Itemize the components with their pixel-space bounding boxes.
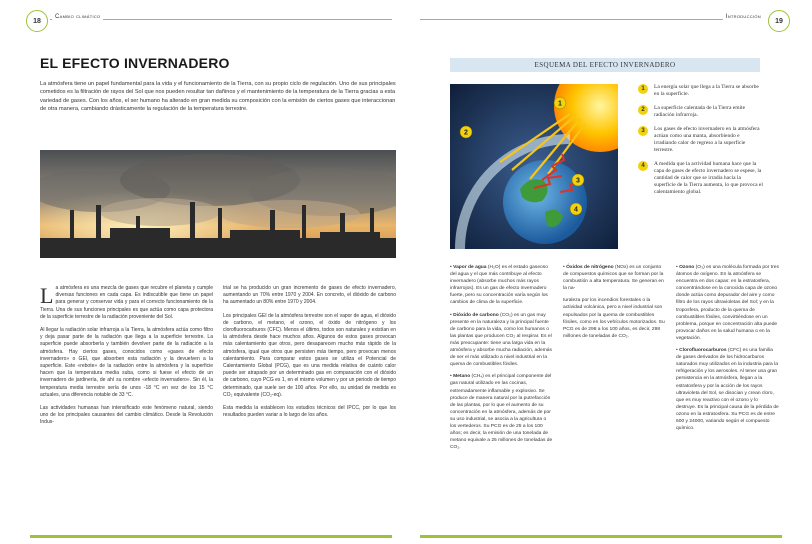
drop-cap: L	[40, 283, 54, 308]
header-rule	[420, 19, 764, 20]
gas-text: (O₃) es una molécula formada por tres átomos de oxígeno. En la atmósfera se encuentra en dos capas: en la estratosfera, concentrándose en la conocida capa de ozono donde actúa como depurador del aire y como filtro de los rayos ultravioletas del Sol; y en la troposfera, producto de la quema de combustibles fósiles, convirtiéndose en un problema, porque en concentración alta puede provocar daños en la salud humana o en la vegetación.	[676, 265, 779, 341]
body-paragraph: Las actividades humanas han intensificado este fenómeno natural, siendo uno de los principales causantes del cambio climático. Desde la Revolución Indus-	[40, 405, 213, 426]
gas-entry-ozone	[676, 264, 779, 342]
legend-item	[638, 126, 763, 154]
body-paragraph: Esta medida la establecen los estudios técnicos del IPCC, por lo que los resultados pueden variar a lo largo de los años.	[223, 405, 396, 419]
gas-list-columns	[450, 264, 780, 456]
gas-entry-nox	[563, 264, 666, 292]
gas-term: Metano	[453, 374, 471, 380]
legend-item	[638, 161, 763, 196]
marker-label: 1	[558, 100, 562, 108]
gas-text: (CO₂) es un gas muy presente en la naturaleza y la principal fuente de carbono para la vida, como los humanos o las plantas que producen CO₂ al respirar. Es el más preocupante: tiene una larga vida en la atmósfera y absorbe mucha radiación, además de ser el más utilizado a nivel industrial en la quema de combustibles fósiles.	[450, 312, 552, 368]
intro-paragraph: La atmósfera tiene un papel fundamental para la vida y el funcionamiento de la Tierra, con su propio ciclo de regulación. Uno de sus principales cometidos es la filtración de rayos del Sol que nos pueden resultar tan dañinos y el mantenimiento de la temperatura de la Tierra gracias a esta variedad de gases. Con los años, el ser humano ha alterado en gran medida su composición con la emisión de ciertos gases que interaccionan de otra manera, cambiando drásticamente la regulación de la temperatura terrestre.	[40, 81, 396, 112]
gas-term: Dióxido de carbono	[453, 312, 499, 318]
earth-icon	[503, 160, 587, 244]
industrial-smoke-photo	[40, 150, 396, 258]
gas-term: Ozono	[679, 265, 695, 270]
right-page	[406, 0, 812, 544]
legend-text: Los gases de efecto invernadero en la atmósfera actúan como una manta, absorbiendo e irradiando calor de regreso a la superficie terrestre.	[654, 126, 760, 153]
page-title: EL EFECTO INVERNADERO	[40, 55, 230, 71]
running-head: Cambio climático	[52, 14, 103, 20]
body-text: a atmósfera es una mezcla de gases que recubre el planeta y cumple diversas funciones en cada capa. Es indiscutible que tiene un papel para generar y conservar vida y para el correcto funcionamiento de la Tierra. Una de sus funciones principales es que actúa como capa protectora de la superficie terrestre de la radiación proveniente del Sol.	[40, 285, 213, 320]
gas-entry-cfc	[676, 347, 779, 432]
legend-number: 3	[638, 126, 648, 136]
gas-column-1	[450, 264, 553, 456]
legend-text: La energía solar que llega a la Tierra se absorbe en la superficie.	[654, 84, 759, 97]
marker-label: 2	[464, 129, 468, 137]
gas-term: Vapor de agua	[453, 265, 487, 270]
body-columns	[40, 285, 396, 433]
gas-text-continued: turaleza por los incendios forestales o la actividad volcánica, pero a nivel industrial son expulsados por la quema de combustibles fósiles, como en los vehículos motorizados. Su PCG es de 298 a los 100 años, es decir, 298 millones de toneladas de CO₂.	[563, 298, 665, 339]
footer-rule	[30, 535, 392, 538]
scheme-title: ESQUEMA DEL EFECTO INVERNADERO	[450, 58, 760, 72]
page-number: 19	[768, 10, 790, 32]
body-paragraph: Los principales GEI de la atmósfera terrestre son el vapor de agua, el dióxido de carbono, el metano, el ozono, el óxido de nitrógeno y los clorofluorocarburos (CFC). Menos el último, todos son naturales y existían en la atmósfera desde hace muchos años. Algunos de estos gases provocan más calentamiento que otros, pero desaparecen mucho más rápido de la atmósfera, igual que otros que persisten más tiempo, pero provocan menos calentamiento. Para comparar estos gases se utiliza el Potencial de Calentamiento Global (PCG), que es una medida relativa de cuánto calor puede ser atrapado por un determinado gas en comparación con el dióxido de carbono, cuyo PCG es 1, en el mismo volumen y por un periodo de tiempo determinado, que suele ser de 100 años. Por ello, su unidad de medida es CO₂ equivalente (CO₂-eq).	[223, 312, 396, 398]
gas-entry-methane	[450, 373, 553, 451]
legend-text: A medida que la actividad humana hace que la capa de gases de efecto invernadero se espese, la cantidad de calor que se irradia hacia la superficie de la Tierra aumenta, lo que provoca el calentamiento global.	[654, 161, 763, 195]
gas-column-3	[676, 264, 779, 456]
diagram-legend	[638, 84, 763, 203]
footer-rule	[420, 535, 782, 538]
body-column-2	[223, 285, 396, 433]
gas-text: (CFC) es una familia de gases derivados de los hidrocarburos saturados muy utilizados en la industria para la refrigeración y los aerosoles. Al tener una gran persistencia en la atmósfera, llegan a la estratosfera y por la acción de los rayos ultravioleta del Sol, se disocian y crean cloro, que es muy reactivo con el ozono y lo destruye. Es la principal causa de la pérdida de ozono en la estratosfera. Su PCG es de entre 600 y 24000, variando según el compuesto químico.	[676, 348, 779, 432]
marker-label: 3	[576, 177, 580, 185]
legend-text: La superficie calentada de la Tierra emite radiación infrarroja.	[654, 105, 746, 118]
gas-column-2	[563, 264, 666, 456]
page-number: 18	[26, 10, 48, 32]
legend-number: 4	[638, 161, 648, 171]
running-head: Introducción	[723, 14, 764, 20]
greenhouse-diagram	[450, 84, 618, 249]
legend-item	[638, 105, 763, 119]
gas-term: Clorofluorocarburos	[679, 348, 727, 354]
legend-item	[638, 84, 763, 98]
body-paragraph: Al llegar la radiación solar infrarroja a la Tierra, la atmósfera actúa como filtro y deja pasar parte de la radiación que llega a la superficie terrestre. La superficie puede absorberla y también devolver parte de la radiación a la atmósfera. Hay ciertos gases, conocidos como «gases de efecto invernadero» o GEI, que absorben esta radiación y la devuelven a la superficie. Este «rebote» de la radiación entre la atmósfera y la superficie hacen que la temperatura media suba, como si fuese el efecto de un invernadero de jardinería, de ahí su nombre «efecto invernadero». Sin él, la temperatura media terrestre sería de unos -18 °C en vez de los 15 °C actuales, una diferencia notable de 33 °C.	[40, 327, 213, 398]
gas-term: Óxidos de nitrógeno	[566, 265, 614, 270]
legend-number: 2	[638, 105, 648, 115]
gas-entry-co2	[450, 312, 553, 369]
body-column-1	[40, 285, 213, 433]
gas-text: (H₂O) es el estado gaseoso del agua y el que más contribuye al efecto invernadero (absorbe muchos más rayos infrarrojos). Es un gas de efecto invernadero fuerte, pero su concentración varía según los cambios de clima de la superficie.	[450, 265, 548, 306]
gas-text: (CH₄) es el principal componente del gas natural utilizado en las cocinas, extremadamente inflamable y explosivo. Se produce de manera natural por la putrefacción de las plantas, por lo que el aumento de su concentración en la atmósfera, además de por su uso industrial, se asocia a la agricultura o los vertederos. Su PCG es de 25 a los 100 años; es decir, la emisión de una tonelada de metano equivale a 25 millones de toneladas de CO₂.	[450, 374, 553, 451]
gas-text: (NOx) es un conjunto de compuestos químicos que se forman por la combustión a alta temperatura. Se generan en la na-	[563, 265, 664, 292]
marker-label: 4	[574, 206, 578, 214]
body-paragraph: trial se ha producido un gran incremento de gases de efecto invernadero, aumentando un 70% entre 1970 y 2004. En concreto, el dióxido de carbono ha aumentado un 80% entre 1970 y 2004.	[223, 285, 396, 306]
body-paragraph	[40, 285, 213, 321]
legend-number: 1	[638, 84, 648, 94]
gas-entry-water-vapor	[450, 264, 553, 307]
